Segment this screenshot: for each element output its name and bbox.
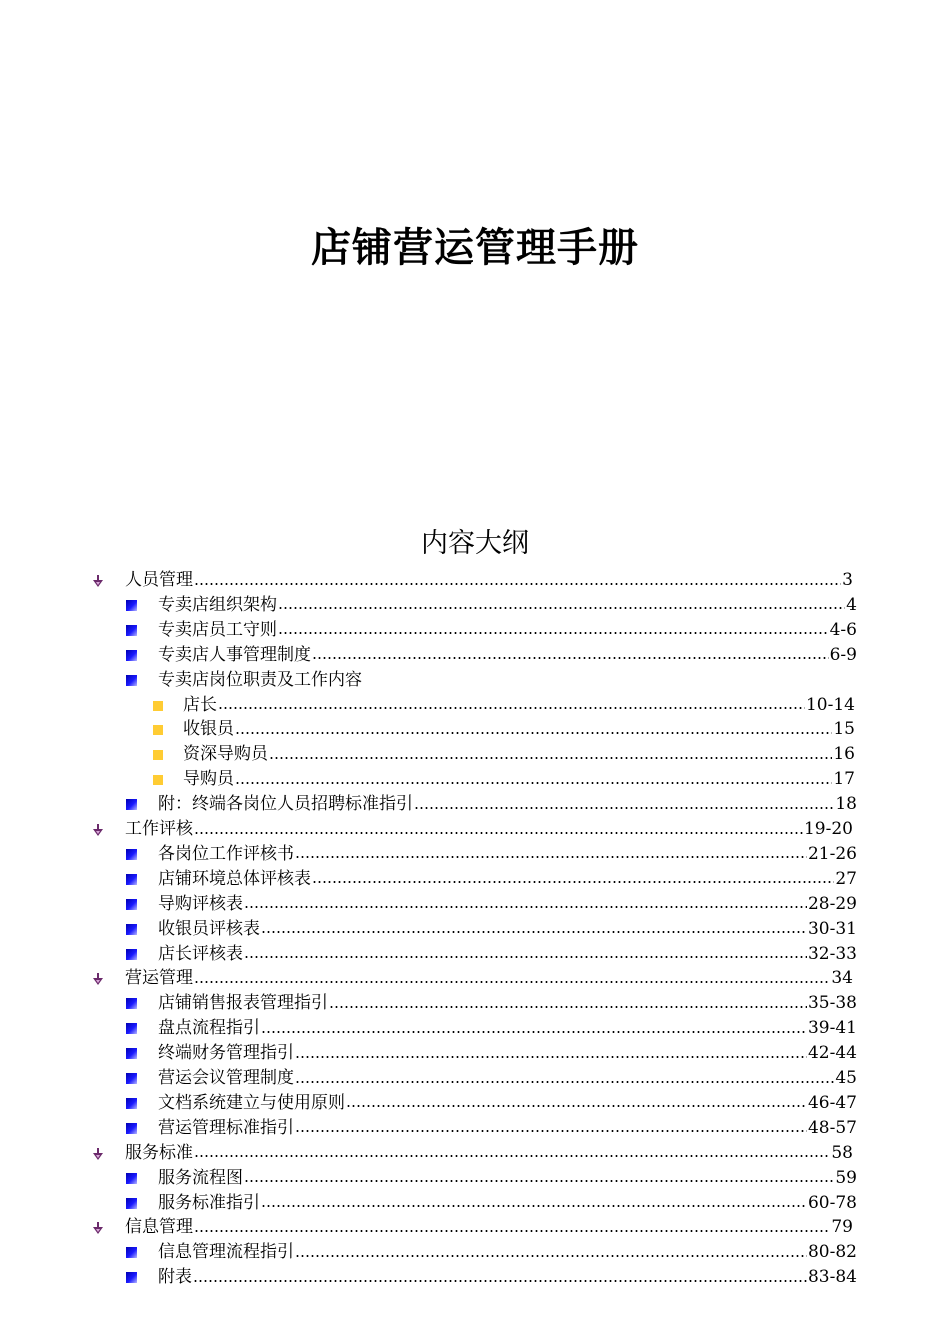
toc-entry-page: 32-33 <box>807 943 857 964</box>
toc-entry-label: 导购评核表 <box>158 893 243 914</box>
dot-leader <box>414 807 834 809</box>
toc-entry-page: 15 <box>833 719 855 740</box>
blue-square-bullet-icon <box>126 650 137 661</box>
toc-entry-page: 4 <box>846 594 857 615</box>
toc-entry-label: 服务流程图 <box>158 1167 243 1188</box>
yellow-square-bullet-icon <box>153 701 163 711</box>
blue-square-bullet-icon <box>126 1098 137 1109</box>
toc-entry-label: 附：终端各岗位人员招聘标准指引 <box>158 794 413 815</box>
toc-entry-page: 10-14 <box>805 694 855 715</box>
toc-entry-page: 30-31 <box>807 918 857 939</box>
blue-square-bullet-icon <box>126 675 137 686</box>
toc-entry-page: 28-29 <box>807 893 857 914</box>
yellow-square-bullet-icon <box>153 725 163 735</box>
toc-entry-page: 39-41 <box>807 1018 857 1039</box>
dot-leader <box>261 1031 807 1033</box>
toc-entry <box>158 668 857 693</box>
toc-entry <box>158 1016 857 1041</box>
toc-entry-page: 4-6 <box>829 619 857 640</box>
toc-entry-page: 18 <box>835 794 857 815</box>
blue-square-bullet-icon <box>126 1023 137 1034</box>
dot-leader <box>244 956 807 958</box>
toc-entry-label: 导购员 <box>183 769 234 790</box>
toc-entry <box>158 792 857 817</box>
toc-entry <box>125 1141 853 1166</box>
dot-leader <box>244 1180 834 1182</box>
dot-leader <box>235 782 832 784</box>
dot-leader <box>312 881 834 883</box>
toc-entry-label: 资深导购员 <box>183 744 268 765</box>
toc-entry <box>158 892 857 917</box>
toc-entry-label: 服务标准指引 <box>158 1192 260 1213</box>
toc-entry-page: 27 <box>835 868 857 889</box>
blue-square-bullet-icon <box>126 799 137 810</box>
arrow-down-bullet-icon <box>91 1146 105 1160</box>
dot-leader <box>218 707 805 709</box>
toc-entry-page: 3 <box>842 570 853 590</box>
blue-square-bullet-icon <box>126 924 137 935</box>
toc-entry-label: 店长评核表 <box>158 943 243 964</box>
toc-entry-page: 60-78 <box>807 1192 857 1213</box>
toc-entry-label: 信息管理 <box>125 1217 193 1238</box>
dot-leader <box>278 607 845 609</box>
toc-entry <box>158 1191 857 1216</box>
arrow-down-bullet-icon <box>91 822 105 836</box>
blue-square-bullet-icon <box>126 625 137 636</box>
dot-leader <box>295 1130 807 1132</box>
toc-entry-page: 19-20 <box>803 819 853 839</box>
blue-square-bullet-icon <box>126 1173 137 1184</box>
dot-leader <box>312 657 829 659</box>
toc-entry <box>183 767 855 792</box>
dot-leader <box>269 757 832 759</box>
toc-entry-label: 收银员评核表 <box>158 918 260 939</box>
toc-entry <box>125 568 853 593</box>
toc-entry-label: 专卖店岗位职责及工作内容 <box>158 669 362 690</box>
toc-entry-label: 信息管理流程指引 <box>158 1242 294 1263</box>
blue-square-bullet-icon <box>126 998 137 1009</box>
toc-entry-page: 83-84 <box>807 1267 857 1288</box>
dot-leader <box>295 1255 807 1257</box>
toc-entry <box>158 991 857 1016</box>
toc-entry-page: 17 <box>833 769 855 790</box>
blue-square-bullet-icon <box>126 1198 137 1209</box>
toc-entry-page: 48-57 <box>807 1117 857 1138</box>
blue-square-bullet-icon <box>126 1123 137 1134</box>
toc-entry-label: 各岗位工作评核书 <box>158 843 294 864</box>
toc-entry <box>158 842 857 867</box>
dot-leader <box>346 1105 807 1107</box>
toc-entry-label: 营运会议管理制度 <box>158 1068 294 1088</box>
arrow-down-bullet-icon <box>91 573 105 587</box>
toc-entry <box>158 1091 857 1116</box>
toc-entry-label: 营运管理 <box>125 968 193 989</box>
toc-entry <box>158 1116 857 1141</box>
dot-leader <box>295 1081 834 1083</box>
toc-entry <box>125 817 853 842</box>
toc-entry-label: 收银员 <box>183 719 234 740</box>
toc-entry <box>158 867 857 892</box>
toc-entry-page: 6-9 <box>829 644 857 665</box>
dot-leader <box>194 832 803 834</box>
toc-entry <box>183 717 855 742</box>
toc-entry-label: 专卖店人事管理制度 <box>158 644 311 665</box>
toc-entry-page: 34 <box>831 968 853 989</box>
toc-entry <box>158 593 857 618</box>
yellow-square-bullet-icon <box>153 750 163 760</box>
blue-square-bullet-icon <box>126 949 137 960</box>
dot-leader <box>295 856 807 858</box>
toc-entry <box>125 1215 853 1240</box>
dot-leader <box>194 583 841 585</box>
blue-square-bullet-icon <box>126 874 137 885</box>
toc-entry <box>158 618 857 643</box>
dot-leader <box>329 1006 807 1008</box>
toc-entry-page: 59 <box>835 1167 857 1188</box>
arrow-down-bullet-icon <box>91 971 105 985</box>
toc-entry <box>158 942 857 967</box>
toc-entry-page: 35-38 <box>807 993 857 1014</box>
toc-entry-label: 专卖店员工守则 <box>158 619 277 640</box>
toc-entry-page: 42-44 <box>807 1043 857 1064</box>
blue-square-bullet-icon <box>126 1048 137 1059</box>
toc-entry-label: 店铺销售报表管理指引 <box>158 993 328 1014</box>
toc-entry <box>158 643 857 668</box>
dot-leader <box>193 1280 807 1282</box>
toc-entry-label: 服务标准 <box>125 1142 193 1163</box>
toc-entry-page: 16 <box>833 744 855 765</box>
dot-leader <box>261 931 807 933</box>
toc-entry-page: 21-26 <box>807 843 857 864</box>
toc-entry <box>158 1240 857 1265</box>
toc-entry-label: 人员管理 <box>125 570 193 590</box>
toc-entry <box>183 742 855 767</box>
toc-entry-label: 文档系统建立与使用原则 <box>158 1092 345 1113</box>
arrow-down-bullet-icon <box>91 1220 105 1234</box>
yellow-square-bullet-icon <box>153 775 163 785</box>
dot-leader <box>261 1205 807 1207</box>
toc-entry-label: 专卖店组织架构 <box>158 594 277 615</box>
toc-entry-page: 45 <box>835 1068 857 1088</box>
dot-leader <box>194 1155 830 1157</box>
blue-square-bullet-icon <box>126 600 137 611</box>
toc-entry <box>158 1265 857 1290</box>
dot-leader <box>194 981 830 983</box>
dot-leader <box>235 732 832 734</box>
dot-leader <box>244 906 807 908</box>
toc-entry-label: 附表 <box>158 1267 192 1288</box>
document-title: 店铺营运管理手册 <box>311 224 639 271</box>
toc-entry <box>158 1166 857 1191</box>
toc-entry <box>158 1066 857 1091</box>
toc-entry <box>183 693 855 718</box>
blue-square-bullet-icon <box>126 1272 137 1283</box>
toc-entry-page: 58 <box>831 1142 853 1163</box>
toc-entry <box>158 1041 857 1066</box>
toc-heading: 内容大纲 <box>421 528 529 559</box>
toc-entry-label: 店长 <box>183 694 217 715</box>
dot-leader <box>278 632 829 634</box>
blue-square-bullet-icon <box>126 899 137 910</box>
toc-entry-page: 79 <box>831 1217 853 1238</box>
dot-leader <box>295 1056 807 1058</box>
blue-square-bullet-icon <box>126 1247 137 1258</box>
blue-square-bullet-icon <box>126 1073 137 1084</box>
toc-entry <box>125 966 853 991</box>
toc-entry-label: 营运管理标准指引 <box>158 1117 294 1138</box>
toc-entry-label: 店铺环境总体评核表 <box>158 868 311 889</box>
toc-entry-page: 46-47 <box>807 1092 857 1113</box>
toc-entry-label: 终端财务管理指引 <box>158 1043 294 1064</box>
toc-entry <box>158 917 857 942</box>
blue-square-bullet-icon <box>126 849 137 860</box>
dot-leader <box>194 1230 830 1232</box>
toc-entry-label: 盘点流程指引 <box>158 1018 260 1039</box>
toc-entry-page: 80-82 <box>807 1242 857 1263</box>
toc-entry-label: 工作评核 <box>125 819 193 839</box>
